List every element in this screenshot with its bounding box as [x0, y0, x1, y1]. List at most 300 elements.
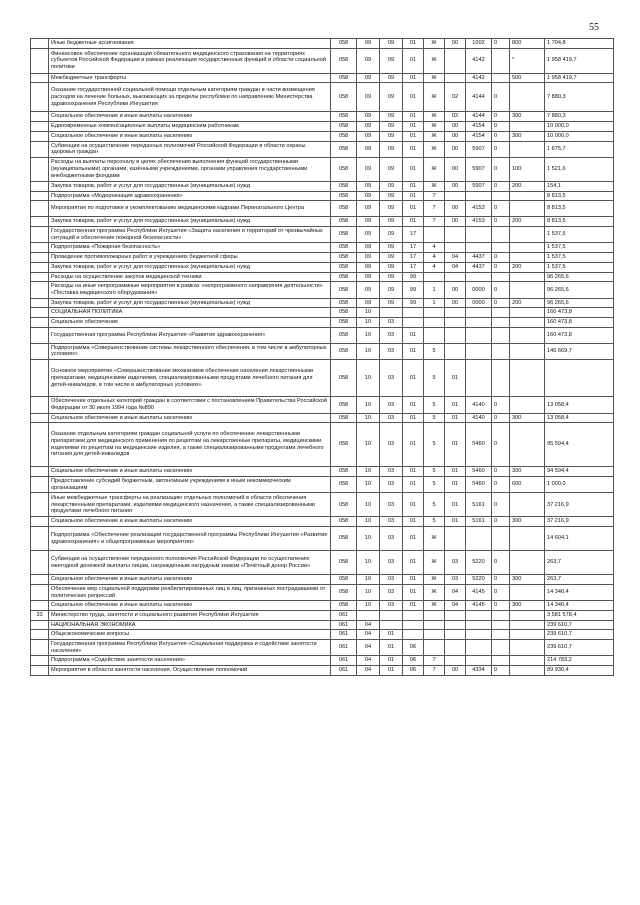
cell-n6 — [466, 343, 492, 359]
table-row — [31, 272, 614, 282]
cell-n2: 09 — [380, 201, 403, 217]
cell-name: Расходы на выплаты персоналу в целях обеспечения выполнения функций государственными (муниципальными) органами, казёнными учреждениями, органами управления государственными внебюджетными фондами — [49, 157, 331, 181]
cell-n1: 10 — [357, 575, 380, 585]
cell-n4: Ж — [424, 39, 445, 49]
cell-n7 — [492, 48, 510, 73]
cell-n1: 04 — [357, 630, 380, 640]
table-row — [31, 227, 614, 243]
cell-n2: 09 — [380, 157, 403, 181]
cell-n4: Ж — [424, 551, 445, 575]
cell-n6 — [466, 272, 492, 282]
table-row — [31, 131, 614, 141]
cell-n3 — [403, 630, 424, 640]
cell-n7: 0 — [492, 575, 510, 585]
cell-n3: 01 — [403, 551, 424, 575]
cell-amount: 146 669,7 — [545, 343, 614, 359]
cell-n2: 03 — [380, 423, 403, 467]
cell-name: Проведение противопожарных работ в учреждениях бюджетной сферы — [49, 253, 331, 263]
cell-n1: 09 — [357, 243, 380, 253]
cell-n5 — [445, 73, 466, 83]
cell-n2: 03 — [380, 493, 403, 517]
cell-n3: 01 — [403, 397, 424, 413]
cell-n8 — [510, 191, 545, 201]
cell-n4: 7 — [424, 656, 445, 666]
cell-no — [31, 181, 49, 191]
cell-code: 058 — [331, 122, 357, 132]
cell-amount: 8 813,5 — [545, 217, 614, 227]
cell-n7: 0 — [492, 413, 510, 423]
cell-n5: 01 — [445, 397, 466, 413]
cell-code: 058 — [331, 282, 357, 298]
cell-n3: 01 — [403, 201, 424, 217]
cell-amount: 160 473,8 — [545, 327, 614, 343]
cell-n4: 5 — [424, 493, 445, 517]
cell-n7: 0 — [492, 517, 510, 527]
cell-amount: 1 537,5 — [545, 253, 614, 263]
cell-n6: 4140 — [466, 397, 492, 413]
cell-n1: 09 — [357, 122, 380, 132]
cell-n5 — [445, 620, 466, 630]
cell-n8 — [510, 666, 545, 676]
cell-no — [31, 48, 49, 73]
cell-n3: 01 — [403, 157, 424, 181]
cell-n4 — [424, 640, 445, 656]
cell-no — [31, 73, 49, 83]
table-row — [31, 551, 614, 575]
cell-n7: 0 — [492, 551, 510, 575]
table-row — [31, 467, 614, 477]
cell-n8 — [510, 584, 545, 600]
cell-name: Подпрограмма «Пожарная безопасность» — [49, 243, 331, 253]
cell-amount: 239 610,7 — [545, 640, 614, 656]
cell-n6 — [466, 527, 492, 551]
table-row — [31, 476, 614, 492]
cell-n1: 10 — [357, 397, 380, 413]
cell-no — [31, 83, 49, 112]
cell-n5 — [445, 343, 466, 359]
cell-no — [31, 575, 49, 585]
cell-n4: 4 — [424, 253, 445, 263]
cell-n8 — [510, 493, 545, 517]
cell-n5: 03 — [445, 551, 466, 575]
table-row — [31, 73, 614, 83]
cell-n4: 5 — [424, 397, 445, 413]
cell-n5: 00 — [445, 141, 466, 157]
cell-n6 — [466, 318, 492, 328]
cell-n8: 300 — [510, 131, 545, 141]
cell-n6: 4144 — [466, 112, 492, 122]
cell-n4: 5 — [424, 476, 445, 492]
cell-no — [31, 227, 49, 243]
cell-n8: 300 — [510, 517, 545, 527]
cell-amount: 160 473,8 — [545, 318, 614, 328]
cell-name: Социальное обеспечение и иные выплаты населению — [49, 575, 331, 585]
cell-n5: 00 — [445, 39, 466, 49]
cell-n6: 5220 — [466, 575, 492, 585]
cell-n4: Ж — [424, 527, 445, 551]
cell-name: СОЦИАЛЬНАЯ ПОЛИТИКА — [49, 308, 331, 318]
cell-code: 058 — [331, 272, 357, 282]
cell-no — [31, 397, 49, 413]
cell-n3: 17 — [403, 227, 424, 243]
cell-n6 — [466, 630, 492, 640]
cell-n1: 10 — [357, 551, 380, 575]
table-row — [31, 318, 614, 328]
cell-n7: 0 — [492, 397, 510, 413]
cell-n3: 99 — [403, 272, 424, 282]
cell-code: 058 — [331, 243, 357, 253]
cell-n2: 03 — [380, 397, 403, 413]
cell-n3: 01 — [403, 83, 424, 112]
cell-n7: 0 — [492, 262, 510, 272]
cell-name: Предоставление субсидий бюджетным, автономным учреждениям и иным некоммерческим организациям — [49, 476, 331, 492]
cell-n8: 100 — [510, 157, 545, 181]
cell-n6 — [466, 327, 492, 343]
cell-n2 — [380, 620, 403, 630]
cell-n1: 10 — [357, 517, 380, 527]
cell-name: Подпрограмма «Содействие занятости населения» — [49, 656, 331, 666]
cell-no — [31, 343, 49, 359]
table-row — [31, 217, 614, 227]
cell-amount: 96 265,6 — [545, 298, 614, 308]
cell-name: Государственная программа Республики Ингушетия «Защита населения и территорий от чрезвычайных ситуаций и обеспечение пожарной безопасности» — [49, 227, 331, 243]
cell-n3: 06 — [403, 640, 424, 656]
cell-n8 — [510, 343, 545, 359]
cell-amount: 37 216,9 — [545, 493, 614, 517]
cell-no — [31, 527, 49, 551]
cell-amount: 1 537,5 — [545, 227, 614, 243]
cell-n2: 09 — [380, 181, 403, 191]
cell-no — [31, 272, 49, 282]
cell-code: 058 — [331, 262, 357, 272]
cell-code: 061 — [331, 656, 357, 666]
cell-n7 — [492, 272, 510, 282]
cell-n8: 600 — [510, 476, 545, 492]
cell-n6: 4154 — [466, 122, 492, 132]
cell-n5: 01 — [445, 360, 466, 397]
cell-n3: 01 — [403, 517, 424, 527]
cell-n4: Ж — [424, 181, 445, 191]
cell-n2: 09 — [380, 39, 403, 49]
cell-code: 058 — [331, 141, 357, 157]
cell-code: 058 — [331, 39, 357, 49]
table-row — [31, 83, 614, 112]
cell-n8: 200 — [510, 262, 545, 272]
cell-amount: 89 930,4 — [545, 666, 614, 676]
cell-n8 — [510, 141, 545, 157]
cell-n3: 01 — [403, 122, 424, 132]
table-row — [31, 262, 614, 272]
cell-no — [31, 201, 49, 217]
cell-n8: 800 — [510, 39, 545, 49]
cell-n5: 01 — [445, 413, 466, 423]
cell-n6: 5161 — [466, 517, 492, 527]
cell-n4 — [424, 227, 445, 243]
cell-n1: 09 — [357, 131, 380, 141]
cell-n7: 0 — [492, 39, 510, 49]
cell-n6 — [466, 656, 492, 666]
cell-n5: 04 — [445, 253, 466, 263]
cell-no — [31, 517, 49, 527]
cell-n4: 7 — [424, 666, 445, 676]
table-row — [31, 327, 614, 343]
cell-no — [31, 243, 49, 253]
cell-n4: Ж — [424, 584, 445, 600]
cell-n5 — [445, 191, 466, 201]
cell-name: Оказание государственной социальной помощи отдельным категориям граждан в части возмещения расходов на лечение больных, выезжающих за пределы республики по направлению Министерства здравоохранения Республики Ингушетия — [49, 83, 331, 112]
cell-n4 — [424, 308, 445, 318]
cell-n8 — [510, 122, 545, 132]
table-row — [31, 575, 614, 585]
cell-no — [31, 620, 49, 630]
cell-amount: 13 058,4 — [545, 397, 614, 413]
cell-no — [31, 630, 49, 640]
page-number: 55 — [589, 22, 599, 33]
cell-n3: 01 — [403, 73, 424, 83]
cell-n3: 01 — [403, 131, 424, 141]
cell-code: 058 — [331, 476, 357, 492]
cell-n5: 01 — [445, 467, 466, 477]
cell-code: 058 — [331, 413, 357, 423]
cell-n7 — [492, 73, 510, 83]
cell-n2: 09 — [380, 83, 403, 112]
cell-no — [31, 217, 49, 227]
table-row — [31, 112, 614, 122]
cell-name: Расходы на иные непрограммные мероприятия в рамках «непрограммного направления деятельности» «Поставка медицинского оборудования» — [49, 282, 331, 298]
cell-n7 — [492, 327, 510, 343]
cell-no — [31, 191, 49, 201]
cell-n6 — [466, 243, 492, 253]
cell-n8 — [510, 282, 545, 298]
table-row — [31, 282, 614, 298]
cell-n3: 99 — [403, 282, 424, 298]
cell-code: 058 — [331, 298, 357, 308]
table-row — [31, 640, 614, 656]
cell-n7 — [492, 656, 510, 666]
cell-n6: 4153 — [466, 217, 492, 227]
cell-n5: 04 — [445, 262, 466, 272]
table-row — [31, 397, 614, 413]
table-row — [31, 308, 614, 318]
cell-n7: 0 — [492, 584, 510, 600]
cell-n5: 00 — [445, 217, 466, 227]
cell-n3 — [403, 318, 424, 328]
table-row — [31, 201, 614, 217]
cell-name: Субвенции на осуществление переданных полномочий Российской Федерации в области охраны здоровья граждан — [49, 141, 331, 157]
cell-n4 — [424, 272, 445, 282]
cell-n5: 00 — [445, 157, 466, 181]
cell-n8: 300 — [510, 601, 545, 611]
cell-n1: 09 — [357, 217, 380, 227]
cell-n7 — [492, 630, 510, 640]
cell-no — [31, 298, 49, 308]
cell-n3: 06 — [403, 656, 424, 666]
cell-n2: 03 — [380, 601, 403, 611]
cell-n8 — [510, 656, 545, 666]
table-row — [31, 527, 614, 551]
cell-n7: 0 — [492, 282, 510, 298]
cell-name: Межбюджетные трансферты — [49, 73, 331, 83]
cell-name: НАЦИОНАЛЬНАЯ ЭКОНОМИКА — [49, 620, 331, 630]
cell-code: 061 — [331, 640, 357, 656]
cell-n7: 0 — [492, 122, 510, 132]
cell-name: Обеспечение мер социальной поддержки реабилитированных лиц и лиц, признанных пострадавшими от политических репрессий — [49, 584, 331, 600]
cell-n5 — [445, 327, 466, 343]
cell-code: 058 — [331, 112, 357, 122]
cell-n7 — [492, 227, 510, 243]
cell-name: Основное мероприятие «Совершенствование механизмов обеспечения населения лекарственными препаратами, медицинскими изделиями, специализированными продуктами лечебного питания для детей-инвалидов, в том числе в амбулаторных условиях» — [49, 360, 331, 397]
cell-n6: 4140 — [466, 413, 492, 423]
cell-amount: 7 880,3 — [545, 112, 614, 122]
cell-code: 058 — [331, 584, 357, 600]
cell-n7 — [492, 527, 510, 551]
cell-n6 — [466, 610, 492, 620]
cell-n7: 0 — [492, 157, 510, 181]
cell-name: Обеспечение отдельных категорий граждан в соответствии с постановлением Правительства Российской Федерации от 30 июля 1994 года №890 — [49, 397, 331, 413]
cell-n1: 09 — [357, 227, 380, 243]
cell-n2: 01 — [380, 656, 403, 666]
cell-n2: 03 — [380, 517, 403, 527]
cell-n6 — [466, 620, 492, 630]
cell-amount: 1 537,5 — [545, 243, 614, 253]
cell-code: 058 — [331, 157, 357, 181]
cell-name: Подпрограмма «Модернизация здравоохранения» — [49, 191, 331, 201]
cell-name: Социальное обеспечение и иные выплаты населению — [49, 112, 331, 122]
cell-name: Мероприятия в области занятости населения. Осуществление полномочий — [49, 666, 331, 676]
cell-n2: 09 — [380, 243, 403, 253]
cell-n3: 01 — [403, 191, 424, 201]
cell-n7: 0 — [492, 601, 510, 611]
cell-n3: 01 — [403, 181, 424, 191]
cell-n5: 03 — [445, 575, 466, 585]
cell-code: 058 — [331, 517, 357, 527]
cell-n3: 01 — [403, 423, 424, 467]
cell-n3: 01 — [403, 527, 424, 551]
table-row — [31, 298, 614, 308]
cell-n1: 09 — [357, 191, 380, 201]
table-row — [31, 191, 614, 201]
cell-n7 — [492, 620, 510, 630]
cell-n2: 09 — [380, 227, 403, 243]
cell-no — [31, 666, 49, 676]
cell-amount: 154,1 — [545, 181, 614, 191]
cell-n2: 01 — [380, 630, 403, 640]
cell-n4: Ж — [424, 601, 445, 611]
cell-name: Подпрограмма «Обеспечение реализации государственной программы Республики Ингушетия «Развитие здравоохранения» и общепрограммные мероприятия» — [49, 527, 331, 551]
cell-code: 058 — [331, 201, 357, 217]
cell-n2: 09 — [380, 253, 403, 263]
cell-code: 058 — [331, 73, 357, 83]
cell-n6: 5460 — [466, 423, 492, 467]
cell-n4 — [424, 318, 445, 328]
cell-code: 058 — [331, 318, 357, 328]
cell-n4 — [424, 630, 445, 640]
cell-n7 — [492, 243, 510, 253]
cell-n5 — [445, 527, 466, 551]
table-row — [31, 48, 614, 73]
cell-n4: 5 — [424, 413, 445, 423]
cell-n1: 10 — [357, 601, 380, 611]
cell-amount: 1 958 419,7 — [545, 48, 614, 73]
cell-amount: 8 813,5 — [545, 191, 614, 201]
cell-n6: 5460 — [466, 467, 492, 477]
table-body — [31, 39, 614, 676]
cell-n5 — [445, 656, 466, 666]
cell-no — [31, 493, 49, 517]
cell-n6 — [466, 191, 492, 201]
cell-n7 — [492, 610, 510, 620]
cell-n2: 09 — [380, 48, 403, 73]
cell-n2: 03 — [380, 327, 403, 343]
cell-n2: 09 — [380, 191, 403, 201]
cell-n3 — [403, 308, 424, 318]
cell-amount: 239 610,7 — [545, 620, 614, 630]
cell-n8 — [510, 423, 545, 467]
cell-name: Социальное обеспечение и иные выплаты населению — [49, 413, 331, 423]
cell-n2: 01 — [380, 666, 403, 676]
cell-n4: Ж — [424, 131, 445, 141]
cell-n2: 03 — [380, 476, 403, 492]
cell-code: 058 — [331, 527, 357, 551]
cell-n8 — [510, 318, 545, 328]
cell-n3: 01 — [403, 141, 424, 157]
cell-n7: 0 — [492, 181, 510, 191]
cell-code: 058 — [331, 131, 357, 141]
cell-amount: 263,7 — [545, 575, 614, 585]
cell-name: Общеэкономические вопросы — [49, 630, 331, 640]
cell-n5: 01 — [445, 517, 466, 527]
cell-name: Субвенции на осуществление переданного полномочия Российской Федерации по осуществлению ежегодной денежной выплаты лицам, награждённым нагрудным знаком «Почётный донор России» — [49, 551, 331, 575]
cell-no — [31, 656, 49, 666]
cell-n8 — [510, 272, 545, 282]
cell-n5 — [445, 227, 466, 243]
cell-n2: 03 — [380, 413, 403, 423]
table-row — [31, 181, 614, 191]
cell-n5 — [445, 630, 466, 640]
cell-n1: 10 — [357, 318, 380, 328]
cell-n4: Ж — [424, 575, 445, 585]
cell-n2: 09 — [380, 272, 403, 282]
cell-n7 — [492, 343, 510, 359]
cell-n1: 04 — [357, 656, 380, 666]
cell-n3: 17 — [403, 253, 424, 263]
cell-no — [31, 308, 49, 318]
table-row — [31, 343, 614, 359]
cell-n5 — [445, 318, 466, 328]
cell-n4 — [424, 610, 445, 620]
cell-no — [31, 423, 49, 467]
cell-amount: 95 594,4 — [545, 423, 614, 467]
cell-n5 — [445, 640, 466, 656]
budget-table — [30, 38, 614, 676]
cell-no — [31, 327, 49, 343]
cell-n8 — [510, 610, 545, 620]
cell-amount: 3 581 578,4 — [545, 610, 614, 620]
cell-n3: 01 — [403, 584, 424, 600]
cell-no — [31, 141, 49, 157]
cell-n2: 03 — [380, 360, 403, 397]
cell-amount: 1 000,0 — [545, 476, 614, 492]
cell-n4: 1 — [424, 282, 445, 298]
cell-n4: Ж — [424, 112, 445, 122]
cell-n6: 5907 — [466, 141, 492, 157]
table-row — [31, 656, 614, 666]
cell-n2: 09 — [380, 141, 403, 157]
cell-no — [31, 601, 49, 611]
cell-n6: 4142 — [466, 48, 492, 73]
cell-n8 — [510, 397, 545, 413]
cell-n7: 0 — [492, 423, 510, 467]
